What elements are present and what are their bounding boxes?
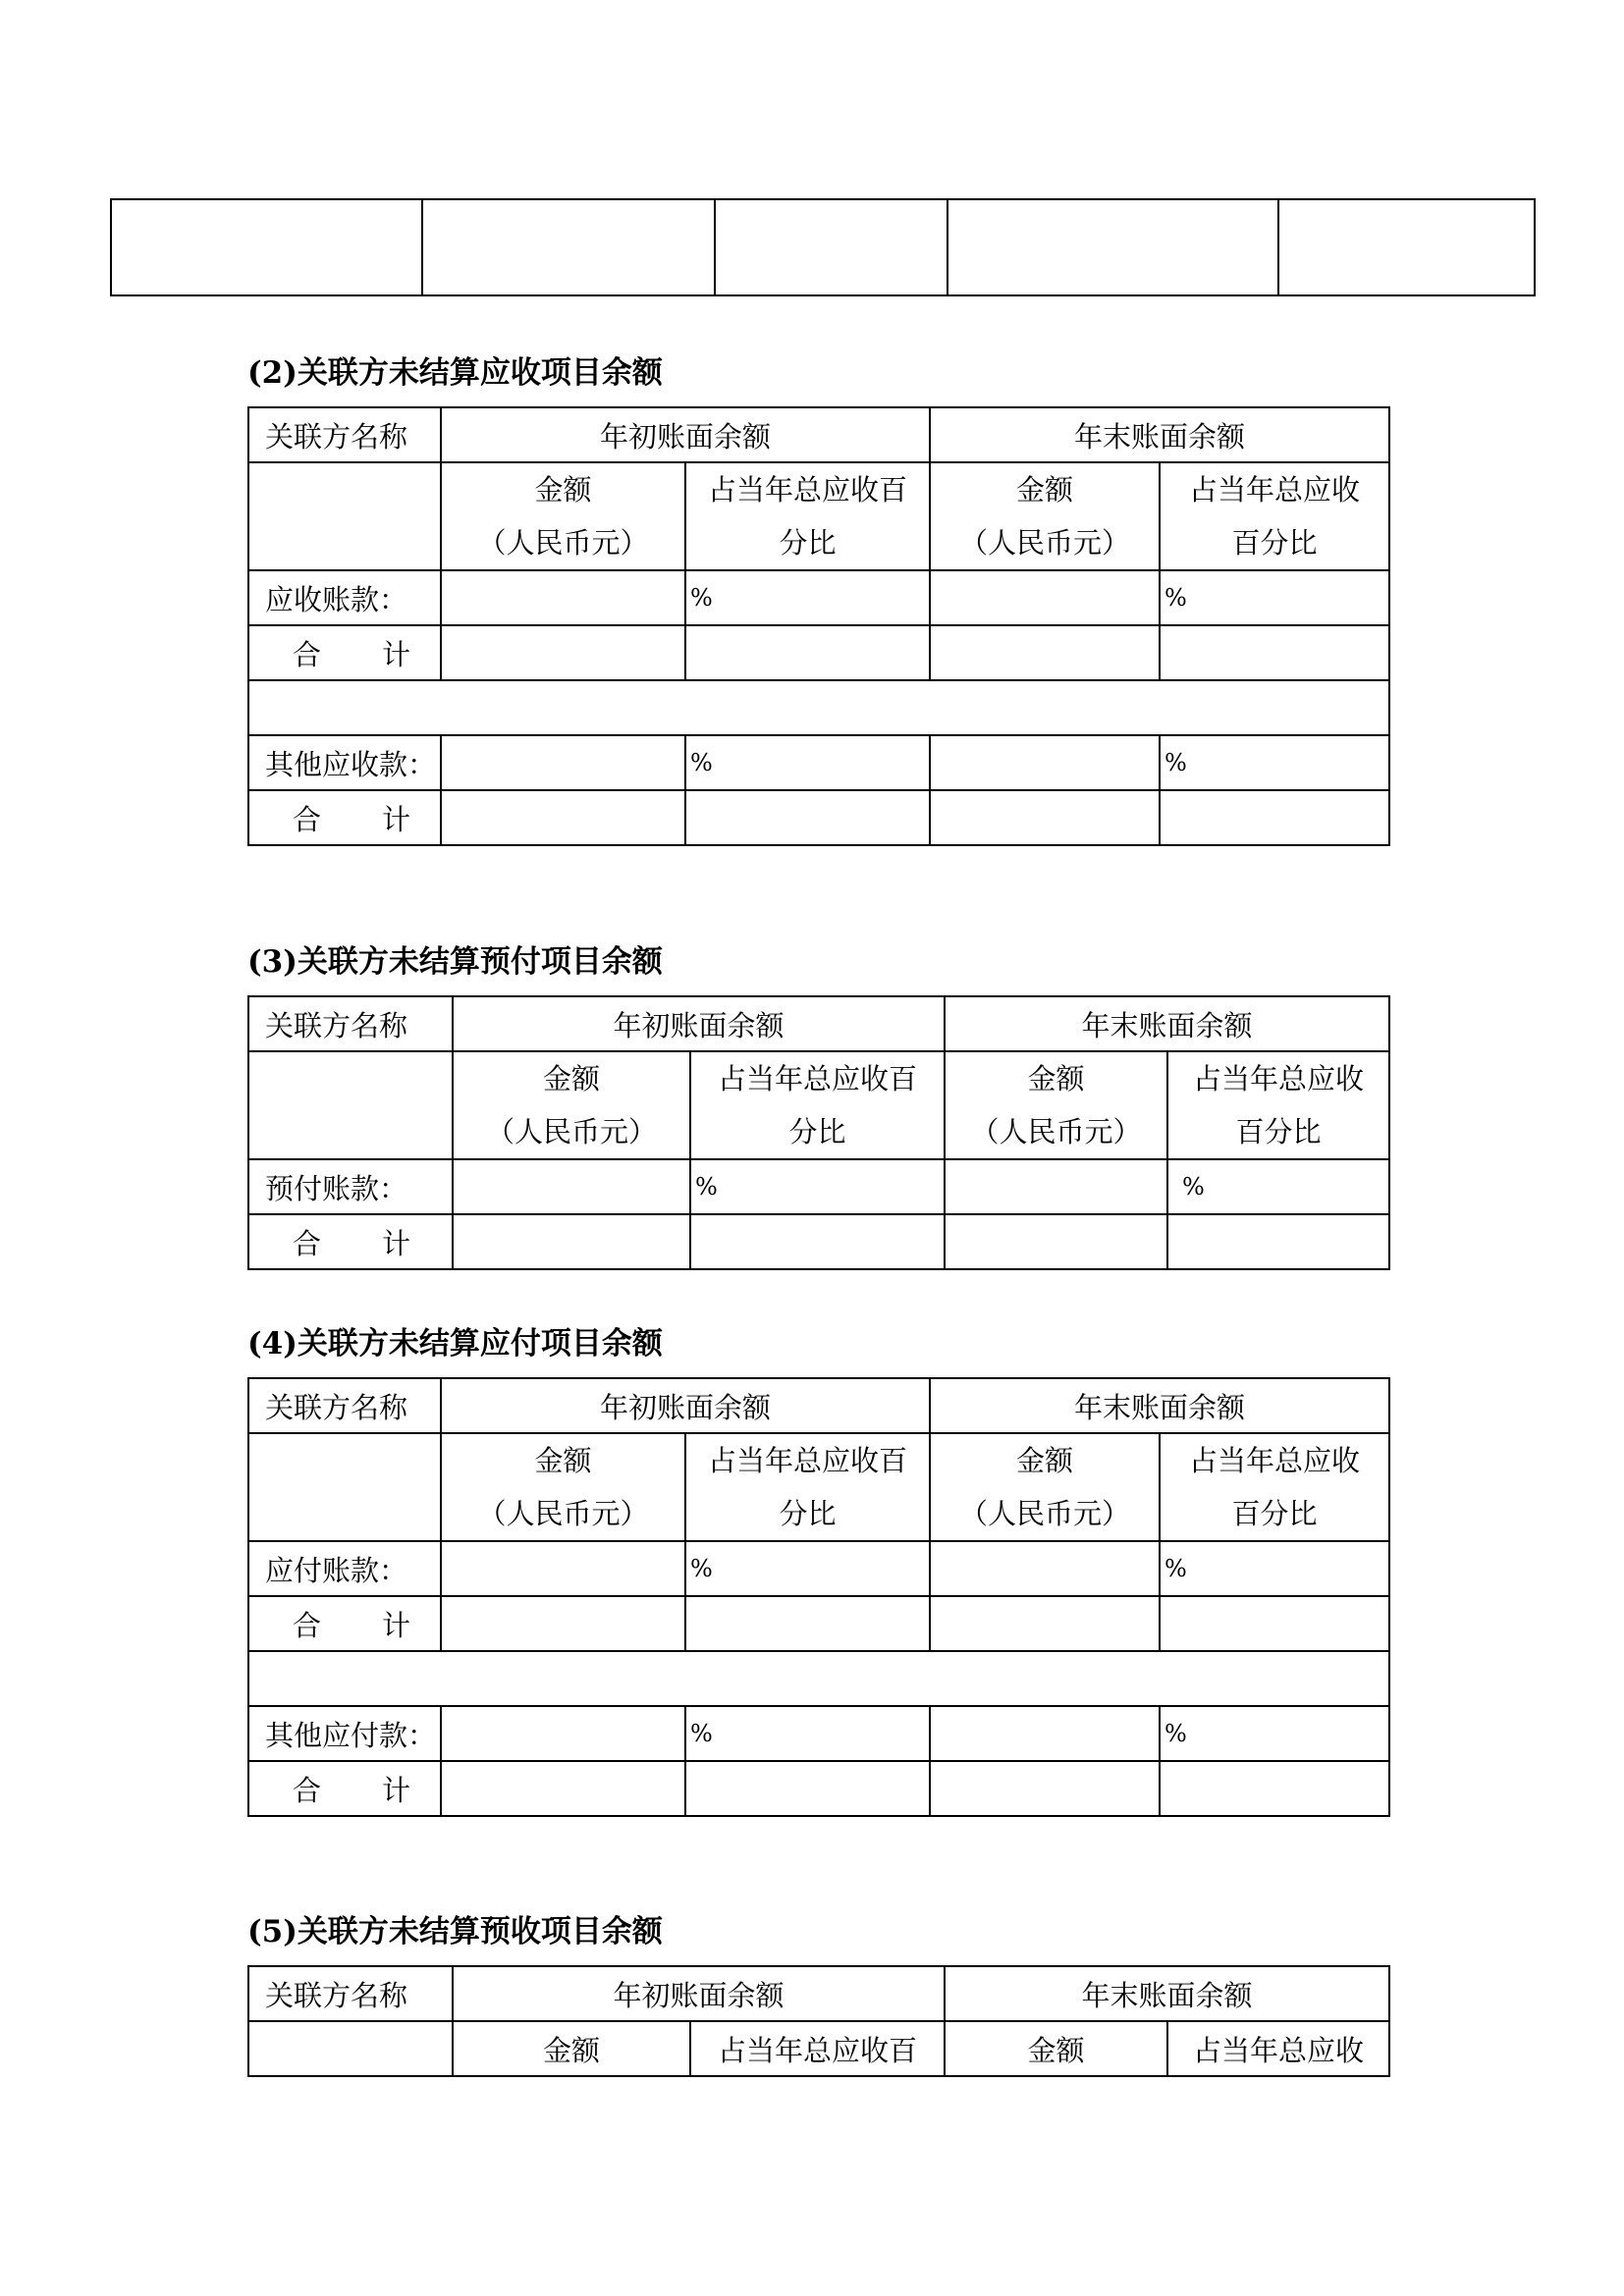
empty-cell bbox=[930, 625, 1160, 680]
empty-cell bbox=[930, 1761, 1160, 1816]
empty-cell bbox=[1160, 1596, 1389, 1651]
amount-label: 金额 bbox=[1016, 1444, 1074, 1477]
total-label bbox=[248, 1761, 441, 1816]
spacer-row bbox=[248, 680, 1389, 735]
pct-cell: % bbox=[690, 1159, 945, 1214]
pct-label-2: 分比 bbox=[788, 1115, 846, 1148]
header-amount-closing bbox=[930, 462, 1160, 570]
header-name: 关联方名称 bbox=[248, 996, 453, 1051]
empty-cell bbox=[685, 625, 930, 680]
empty-cell bbox=[930, 790, 1160, 845]
table-row bbox=[248, 1433, 1389, 1541]
pct-cell: % bbox=[685, 1541, 930, 1596]
empty-cell bbox=[441, 790, 685, 845]
header-amount-closing bbox=[930, 1433, 1160, 1541]
total-char-1: 合 bbox=[293, 1608, 322, 1642]
pct-label-1: 占当年总应收 bbox=[1193, 1062, 1365, 1095]
empty-cell bbox=[441, 735, 685, 790]
total-char-1: 合 bbox=[293, 1226, 322, 1260]
table-row bbox=[248, 1706, 1389, 1761]
amount-label: 金额 bbox=[1016, 473, 1074, 507]
table-row bbox=[248, 625, 1389, 680]
header-name: 关联方名称 bbox=[248, 1378, 441, 1433]
pct-label-1: 占当年总应收 bbox=[1189, 1444, 1361, 1477]
section-4-title: (4)关联方未结算应付项目余额 bbox=[247, 1326, 663, 1362]
header-pct-closing bbox=[1167, 1051, 1389, 1159]
header-pct-opening bbox=[685, 462, 930, 570]
empty-cell bbox=[441, 1596, 685, 1651]
pct-cell: % bbox=[1160, 735, 1389, 790]
pct-cell: % bbox=[1160, 1706, 1389, 1761]
continuation-table bbox=[110, 198, 1536, 296]
empty-cell bbox=[1278, 199, 1535, 295]
table-row bbox=[248, 996, 1389, 1051]
total-label bbox=[248, 625, 441, 680]
empty-cell bbox=[930, 570, 1160, 625]
total-char-2: 计 bbox=[382, 802, 411, 836]
prepayments-table bbox=[247, 995, 1390, 1270]
header-amount-opening bbox=[441, 1433, 685, 1541]
table-row bbox=[248, 1966, 1389, 2021]
empty-cell bbox=[930, 1541, 1160, 1596]
amount-label: 金额 bbox=[534, 473, 592, 507]
header-pct-closing bbox=[1160, 1433, 1389, 1541]
empty-cell bbox=[441, 1706, 685, 1761]
empty-cell bbox=[930, 1706, 1160, 1761]
pct-label-2: 百分比 bbox=[1235, 1115, 1322, 1148]
row-label: 应收账款： bbox=[248, 570, 441, 625]
header-opening: 年初账面余额 bbox=[453, 1966, 945, 2021]
total-char-2: 计 bbox=[382, 1773, 411, 1807]
pct-cell: % bbox=[685, 1706, 930, 1761]
empty-cell bbox=[441, 625, 685, 680]
empty-cell bbox=[248, 1051, 453, 1159]
total-label bbox=[248, 1596, 441, 1651]
pct-label-2: 分比 bbox=[779, 526, 837, 560]
pct-label-1: 占当年总应收百 bbox=[718, 1062, 918, 1095]
empty-cell bbox=[1167, 1214, 1389, 1269]
pct-label-2: 百分比 bbox=[1231, 1497, 1318, 1530]
amount-unit: （人民币元） bbox=[477, 1497, 649, 1530]
amount-unit: （人民币元） bbox=[477, 526, 649, 560]
header-amount-closing bbox=[945, 1051, 1167, 1159]
empty-cell bbox=[690, 1214, 945, 1269]
table-row bbox=[248, 570, 1389, 625]
pct-cell: % bbox=[1160, 1541, 1389, 1596]
empty-cell bbox=[248, 1433, 441, 1541]
header-amount-opening bbox=[441, 462, 685, 570]
table-row bbox=[248, 1159, 1389, 1214]
empty-cell bbox=[930, 735, 1160, 790]
header-name: 关联方名称 bbox=[248, 1966, 453, 2021]
empty-cell bbox=[441, 1761, 685, 1816]
pct-label-2: 百分比 bbox=[1231, 526, 1318, 560]
header-pct-opening bbox=[690, 1051, 945, 1159]
amount-unit: （人民币元） bbox=[959, 526, 1131, 560]
header-amount-closing: 金额 bbox=[945, 2021, 1167, 2076]
receivables-table bbox=[247, 406, 1390, 846]
amount-unit: （人民币元） bbox=[485, 1115, 657, 1148]
table-row bbox=[248, 790, 1389, 845]
empty-cell bbox=[453, 1214, 690, 1269]
amount-unit: （人民币元） bbox=[959, 1497, 1131, 1530]
table-row bbox=[248, 407, 1389, 462]
section-3-title: (3)关联方未结算预付项目余额 bbox=[247, 944, 663, 980]
payables-table bbox=[247, 1377, 1390, 1817]
pct-cell: % bbox=[1167, 1159, 1389, 1214]
empty-cell bbox=[1160, 625, 1389, 680]
empty-cell bbox=[248, 462, 441, 570]
total-char-2: 计 bbox=[382, 1226, 411, 1260]
table-row bbox=[248, 1596, 1389, 1651]
header-closing: 年末账面余额 bbox=[930, 1378, 1389, 1433]
section-2-title: (2)关联方未结算应收项目余额 bbox=[247, 355, 663, 391]
empty-cell bbox=[685, 790, 930, 845]
table-row bbox=[248, 735, 1389, 790]
section-5-title: (5)关联方未结算预收项目余额 bbox=[247, 1914, 663, 1949]
empty-cell bbox=[111, 199, 422, 295]
total-char-2: 计 bbox=[382, 1608, 411, 1642]
pct-cell: % bbox=[685, 570, 930, 625]
table-row bbox=[248, 1761, 1389, 1816]
total-char-1: 合 bbox=[293, 637, 322, 671]
spacer-row bbox=[248, 1651, 1389, 1706]
empty-cell bbox=[685, 1761, 930, 1816]
empty-cell bbox=[248, 2021, 453, 2076]
empty-cell bbox=[453, 1159, 690, 1214]
total-char-1: 合 bbox=[293, 802, 322, 836]
header-amount-opening bbox=[453, 1051, 690, 1159]
header-name: 关联方名称 bbox=[248, 407, 441, 462]
header-closing: 年末账面余额 bbox=[945, 996, 1389, 1051]
empty-cell bbox=[715, 199, 947, 295]
header-pct-opening: 占当年总应收百 bbox=[690, 2021, 945, 2076]
row-label: 预付账款： bbox=[248, 1159, 453, 1214]
header-pct-closing bbox=[1160, 462, 1389, 570]
empty-cell bbox=[1160, 1761, 1389, 1816]
header-pct-closing: 占当年总应收 bbox=[1167, 2021, 1389, 2076]
header-closing: 年末账面余额 bbox=[930, 407, 1389, 462]
header-closing: 年末账面余额 bbox=[945, 1966, 1389, 2021]
empty-cell bbox=[1160, 790, 1389, 845]
total-label bbox=[248, 790, 441, 845]
pct-cell: % bbox=[685, 735, 930, 790]
total-char-1: 合 bbox=[293, 1773, 322, 1807]
pct-cell: % bbox=[1160, 570, 1389, 625]
table-row bbox=[248, 1378, 1389, 1433]
empty-cell bbox=[685, 1596, 930, 1651]
table-row bbox=[111, 199, 1535, 295]
row-label: 其他应收款： bbox=[248, 735, 441, 790]
table-row bbox=[248, 1541, 1389, 1596]
empty-cell bbox=[441, 1541, 685, 1596]
advances-table bbox=[247, 1965, 1390, 2077]
table-row bbox=[248, 1051, 1389, 1159]
table-row bbox=[248, 462, 1389, 570]
header-opening: 年初账面余额 bbox=[441, 1378, 930, 1433]
row-label: 其他应付款： bbox=[248, 1706, 441, 1761]
empty-cell bbox=[422, 199, 715, 295]
total-char-2: 计 bbox=[382, 637, 411, 671]
table-row bbox=[248, 2021, 1389, 2076]
amount-label: 金额 bbox=[542, 1062, 600, 1095]
pct-label-1: 占当年总应收 bbox=[1189, 473, 1361, 507]
header-opening: 年初账面余额 bbox=[441, 407, 930, 462]
empty-cell bbox=[930, 1596, 1160, 1651]
pct-label-1: 占当年总应收百 bbox=[708, 1444, 908, 1477]
amount-label: 金额 bbox=[534, 1444, 592, 1477]
table-row bbox=[248, 680, 1389, 735]
total-label bbox=[248, 1214, 453, 1269]
header-amount-opening: 金额 bbox=[453, 2021, 690, 2076]
header-opening: 年初账面余额 bbox=[453, 996, 945, 1051]
empty-cell bbox=[945, 1159, 1167, 1214]
empty-cell bbox=[947, 199, 1278, 295]
header-pct-opening bbox=[685, 1433, 930, 1541]
table-row bbox=[248, 1651, 1389, 1706]
amount-label: 金额 bbox=[1027, 1062, 1085, 1095]
empty-cell bbox=[945, 1214, 1167, 1269]
row-label: 应付账款： bbox=[248, 1541, 441, 1596]
pct-label-2: 分比 bbox=[779, 1497, 837, 1530]
amount-unit: （人民币元） bbox=[970, 1115, 1142, 1148]
empty-cell bbox=[441, 570, 685, 625]
table-row bbox=[248, 1214, 1389, 1269]
pct-label-1: 占当年总应收百 bbox=[708, 473, 908, 507]
